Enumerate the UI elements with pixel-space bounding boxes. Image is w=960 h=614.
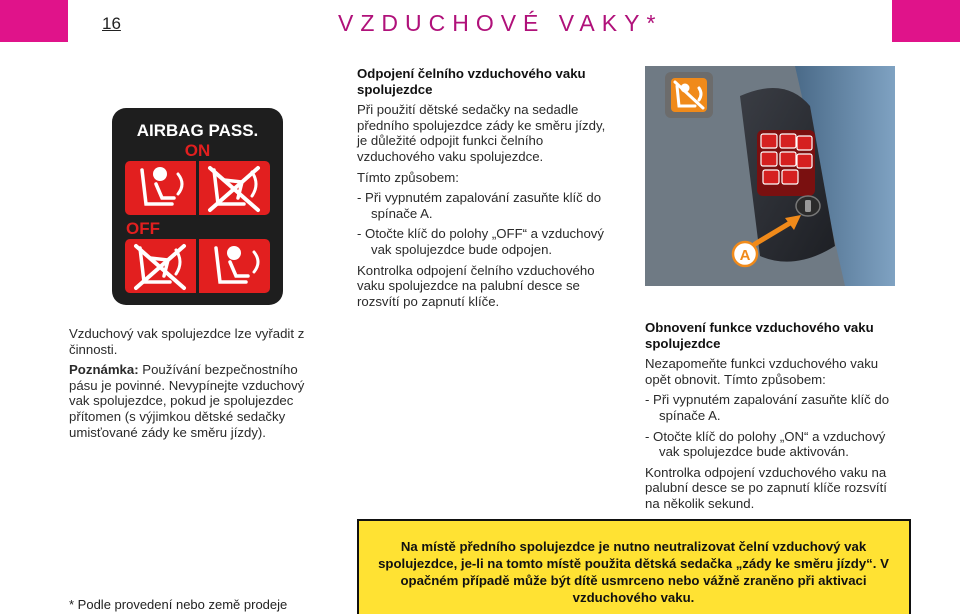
on-label: ON <box>184 141 211 160</box>
off-label: OFF <box>126 219 160 238</box>
marker-a-label: A <box>739 247 751 264</box>
paragraph: Kontrolka odpojení čelního vzduchového vaku spolujezdce na palubní desce se rozsvítí po zapnutí klíče. <box>357 262 595 309</box>
section-heading: Odpojení čelního vzduchového vaku spolujezdce <box>357 66 586 97</box>
page-title: VZDUCHOVÉ VAKY* <box>338 10 663 36</box>
paragraph: Kontrolka odpojení vzduchového vaku na palubní desce se po zapnutí klíče rozsvítí na několik sekund. <box>645 464 887 511</box>
note-text: Používání bezpečnostního pásu je povinné. Nevypínejte vzduchový vak spolujezdce, pokud je spolujezdec přítomen (s výjimkou dětské sedačky umisťované zády ke směru jízdy). <box>69 362 305 440</box>
left-color-tab <box>0 0 68 42</box>
airbag-pass-label: AIRBAG PASS. <box>136 121 259 140</box>
paragraph: Vzduchový vak spolujezdce lze vyřadit z činnosti. <box>69 326 305 357</box>
paragraph: Při použití dětské sedačky na sedadle předního spolujezdce zády ke směru jízdy, je důležité odpojit funkci čelního vzduchového vaku spolujezdce. <box>357 102 606 164</box>
paragraph: Nezapomeňte funkci vzduchového vaku opět obnovit. Tímto způsobem: <box>645 356 879 387</box>
instruction-step: - Při vypnutém zapalování zasuňte klíč do spínače A. <box>357 190 602 221</box>
dashboard-photo <box>645 66 895 286</box>
right-color-tab <box>892 0 960 42</box>
dashboard-photo-graphic <box>645 66 895 286</box>
instruction-step: - Otočte klíč do polohy „ON“ a vzduchový vak spolujezdce bude aktivován. <box>645 428 886 460</box>
section-heading: Obnovení funkce vzduchového vaku spolujezdce <box>645 320 874 351</box>
section-general-info <box>69 326 319 440</box>
footnote: * Podle provedení nebo země prodeje <box>69 597 288 612</box>
airbag-indicator-graphic <box>112 108 283 305</box>
section-restore-airbag <box>645 320 893 512</box>
instruction-step: - Otočte klíč do polohy „OFF“ a vzduchový vak spolujezdce bude odpojen. <box>357 226 604 257</box>
page-number: 16 <box>102 14 121 33</box>
warning-text: Na místě předního spolujezdce je nutno neutralizovat čelní vzduchový vak spolujezdce, je-li na tomto místě použita dětská sedačka „zády ke směru jízdy“. V opačném případě může být dítě usmrceno nebo vážně zraněno při aktivaci vzduchového vaku. <box>378 539 889 605</box>
instruction-step: - Při vypnutém zapalování zasuňte klíč do spínače A. <box>645 392 890 423</box>
airbag-indicator-panel <box>112 108 283 305</box>
section-disable-airbag <box>357 66 617 309</box>
paragraph: Tímto způsobem: <box>357 169 459 185</box>
note-paragraph <box>69 362 319 440</box>
note-label: Poznámka: <box>69 362 139 378</box>
